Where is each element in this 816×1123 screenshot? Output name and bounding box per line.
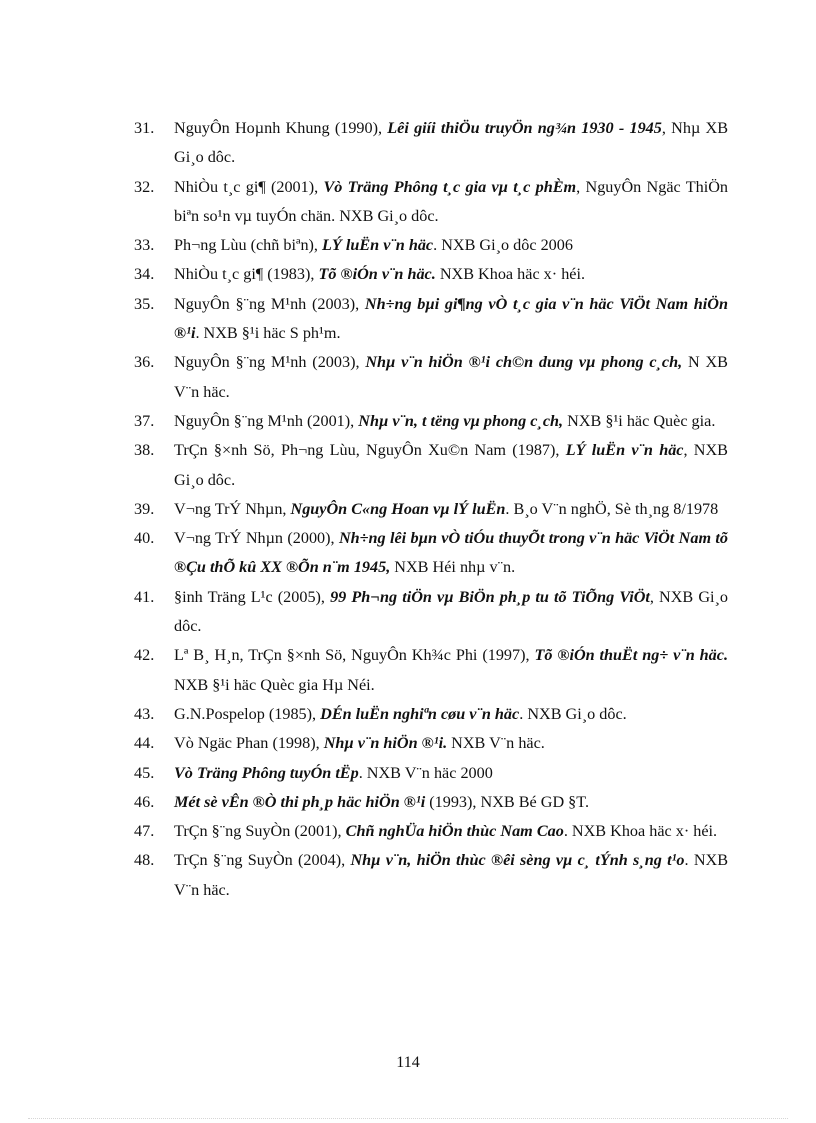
reference-text: NhiÒu t¸c gi¶ (1983), <box>174 265 319 284</box>
reference-item <box>134 231 728 260</box>
reference-text: TrÇn §¨ng SuyÒn (2004), <box>174 851 351 870</box>
reference-item <box>134 173 728 232</box>
reference-title: NguyÔn C«ng Hoan vµ lÝ luËn <box>290 499 506 518</box>
reference-item <box>134 407 728 436</box>
reference-item <box>134 290 728 349</box>
reference-list <box>134 114 728 905</box>
reference-text: (1993), NXB Bé GD §T. <box>425 792 590 811</box>
reference-number: 46. <box>134 792 155 811</box>
reference-number: 35. <box>134 294 155 313</box>
reference-text: NXB §¹i häc Quèc gia Hµ Néi. <box>174 675 375 694</box>
reference-text: NXB V¨n häc. <box>447 734 545 753</box>
reference-text: , NXB Gi¸o dôc. <box>174 441 728 489</box>
reference-title: Nhµ v¨n, t tëng vµ phong c¸ch, <box>358 411 564 430</box>
reference-text: NguyÔn Hoµnh Khung (1990), <box>174 119 388 137</box>
reference-item <box>134 641 728 700</box>
reference-item <box>134 817 728 846</box>
reference-item <box>134 524 728 583</box>
reference-number: 31. <box>134 119 155 137</box>
reference-title: Chñ nghÜa hiÖn thùc Nam Cao <box>345 822 564 841</box>
reference-title: Tõ ®iÓn v¨n häc. <box>318 265 436 284</box>
reference-text: NhiÒu t¸c gi¶ (2001), <box>174 177 324 196</box>
reference-title: Nhµ v¨n hiÖn ®¹i ch©n dung vµ phong c¸ch, <box>365 353 683 372</box>
reference-text: . NXB §¹i häc S ph¹m. <box>195 324 341 343</box>
reference-number: 36. <box>134 353 155 372</box>
reference-text: Lª B¸ H¸n, TrÇn §×nh Sö, NguyÔn Kh¾c Phi (1997), <box>174 646 535 665</box>
reference-text: Ph¬ng Lùu (chñ biªn), <box>174 236 323 255</box>
reference-title: Lêi giíi thiÖu truyÖn ng¾n 1930 - 1945 <box>387 119 662 137</box>
reference-text: . NXB V¨n häc 2000 <box>358 763 493 782</box>
reference-number: 40. <box>134 529 155 548</box>
reference-number: 42. <box>134 646 155 665</box>
reference-text: §inh Träng L¹c (2005), <box>174 587 331 606</box>
reference-title: Tõ ®iÓn thuËt ng÷ v¨n häc. <box>534 646 728 665</box>
reference-text: , Nhµ XB Gi¸o dôc. <box>174 119 728 167</box>
reference-text: Vò Ngäc Phan (1998), <box>174 734 324 753</box>
reference-text: . NXB V¨n häc. <box>174 851 729 899</box>
reference-item <box>134 788 728 817</box>
reference-number: 38. <box>134 441 155 460</box>
reference-number: 44. <box>134 734 155 753</box>
reference-text: , NguyÔn Ngäc ThiÖn biªn so¹n vµ tuyÓn chän. NXB Gi¸o dôc. <box>174 177 728 225</box>
reference-title: Mét sè vÊn ®Ò thi ph¸p häc hiÖn ®¹i <box>174 792 426 811</box>
reference-text: . NXB Gi¸o dôc 2006 <box>433 236 573 255</box>
reference-number: 39. <box>134 499 155 518</box>
reference-item <box>134 583 728 642</box>
reference-number: 47. <box>134 822 155 841</box>
footer-rule <box>28 1118 788 1119</box>
reference-item <box>134 348 728 407</box>
reference-number: 48. <box>134 851 155 870</box>
reference-title: Nh÷ng bµi gi¶ng vÒ t¸c gia v¨n häc ViÖt Nam hiÖn ®¹i <box>174 294 728 343</box>
reference-item <box>134 495 728 524</box>
reference-number: 32. <box>134 177 155 196</box>
reference-text: NguyÔn §¨ng M¹nh (2001), <box>174 411 359 430</box>
reference-item <box>134 114 728 173</box>
reference-text: NguyÔn §¨ng M¹nh (2003), <box>174 294 365 313</box>
reference-text: G.N.Pospelop (1985), <box>174 704 321 723</box>
reference-text: NguyÔn §¨ng M¹nh (2003), <box>174 353 366 372</box>
page-number: 114 <box>396 1054 420 1071</box>
reference-item <box>134 260 728 289</box>
reference-text: NXB Héi nhµ v¨n. <box>390 558 516 577</box>
reference-text: V¬ng TrÝ Nhµn, <box>174 499 291 518</box>
reference-text: NXB Khoa häc x· héi. <box>435 265 586 284</box>
reference-number: 33. <box>134 236 155 255</box>
reference-title: DÉn luËn nghiªn cøu v¨n häc <box>320 704 520 723</box>
reference-number: 34. <box>134 265 155 284</box>
reference-text: V¬ng TrÝ Nhµn (2000), <box>174 529 339 548</box>
reference-text: . NXB Khoa häc x· héi. <box>563 822 718 841</box>
reference-item <box>134 846 728 905</box>
reference-text: . B¸o V¨n nghÖ, Sè th¸ng 8/1978 <box>505 499 719 518</box>
reference-number: 43. <box>134 704 155 723</box>
reference-text: , NXB Gi¸o dôc. <box>174 587 728 636</box>
reference-item <box>134 729 728 758</box>
reference-number: 45. <box>134 763 155 782</box>
reference-text: TrÇn §¨ng SuyÒn (2001), <box>174 822 346 841</box>
reference-title: LÝ luËn v¨n häc <box>565 441 684 460</box>
reference-text: N XB V¨n häc. <box>174 353 728 401</box>
reference-title: 99 Ph¬ng tiÖn vµ BiÖn ph¸p tu tõ TiÕng ViÖt <box>330 587 650 606</box>
reference-title: Nhµ v¨n hiÖn ®¹i. <box>323 734 448 753</box>
reference-item <box>134 700 728 729</box>
reference-title: Vò Träng Phông tuyÓn tËp <box>174 763 359 782</box>
reference-title: Nh÷ng lêi bµn vÒ tiÓu thuyÕt trong v¨n häc ViÖt Nam tõ ®Çu thÕ kû XX ®Õn n¨m 1945, <box>174 529 728 577</box>
reference-title: Vò Träng Phông t¸c gia vµ t¸c phÈm <box>323 177 577 196</box>
reference-number: 41. <box>134 587 155 606</box>
reference-item <box>134 436 728 495</box>
reference-title: Nhµ v¨n, hiÖn thùc ®êi sèng vµ c¸ tÝnh s¸ng t¹o <box>350 851 685 870</box>
reference-text: NXB §¹i häc Quèc gia. <box>563 411 716 430</box>
reference-text: . NXB Gi¸o dôc. <box>519 704 627 723</box>
reference-title: LÝ luËn v¨n häc <box>322 236 434 255</box>
reference-item <box>134 759 728 788</box>
reference-text: TrÇn §×nh Sö, Ph¬ng Lùu, NguyÔn Xu©n Nam (1987), <box>174 441 566 460</box>
reference-number: 37. <box>134 411 155 430</box>
